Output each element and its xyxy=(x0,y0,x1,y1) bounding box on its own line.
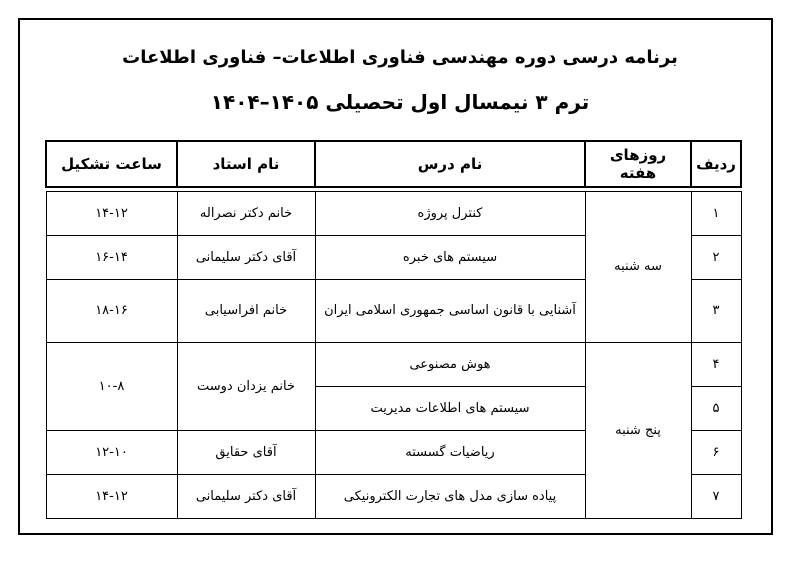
time-cell: ۱۶-۱۴ xyxy=(46,236,177,280)
table-row xyxy=(46,343,741,387)
time-cell: ۱۸-۱۶ xyxy=(46,280,177,343)
course-cell: سیستم های خبره xyxy=(315,236,585,280)
table-header-row xyxy=(46,141,741,187)
row-number: ۵ xyxy=(691,387,741,431)
time-cell: ۱۲-۱۰ xyxy=(46,431,177,475)
instructor-cell: آقای دکتر سلیمانی xyxy=(177,475,315,519)
header-instructor: نام استاد xyxy=(177,141,315,187)
document-title: برنامه درسی دوره مهندسی فناوری اطلاعات– فناوری اطلاعات xyxy=(122,47,678,68)
time-cell: ۱۴-۱۲ xyxy=(46,475,177,519)
header-days: روزهای هفته xyxy=(585,141,691,187)
schedule-table xyxy=(45,140,742,519)
instructor-cell: آقای حقایق xyxy=(177,431,315,475)
header-course: نام درس xyxy=(315,141,585,187)
instructor-cell: آقای دکتر سلیمانی xyxy=(177,236,315,280)
header-time: ساعت تشکیل xyxy=(46,141,177,187)
course-cell: پیاده سازی مدل های تجارت الکترونیکی xyxy=(315,475,585,519)
document-subtitle: ترم ۳ نیمسال اول تحصیلی ۱۴۰۵–۱۴۰۴ xyxy=(210,90,590,114)
time-cell: ۱۴-۱۲ xyxy=(46,192,177,236)
header-radif: ردیف xyxy=(691,141,741,187)
instructor-cell: خانم دکتر نصراله xyxy=(177,192,315,236)
table-row xyxy=(46,192,741,236)
row-number: ۳ xyxy=(691,280,741,343)
row-number: ۱ xyxy=(691,192,741,236)
course-cell: هوش مصنوعی xyxy=(315,343,585,387)
row-number: ۴ xyxy=(691,343,741,387)
instructor-cell: خانم یزدان دوست xyxy=(177,343,315,431)
instructor-cell: خانم افراسیابی xyxy=(177,280,315,343)
row-number: ۷ xyxy=(691,475,741,519)
day-cell: پنج شنبه xyxy=(585,343,691,519)
course-cell: سیستم های اطلاعات مدیریت xyxy=(315,387,585,431)
course-cell: کنترل پروژه xyxy=(315,192,585,236)
day-cell: سه شنبه xyxy=(585,192,691,343)
row-number: ۲ xyxy=(691,236,741,280)
course-cell: ریاضیات گسسته xyxy=(315,431,585,475)
row-number: ۶ xyxy=(691,431,741,475)
time-cell: ۱۰-۸ xyxy=(46,343,177,431)
course-cell: آشنایی با قانون اساسی جمهوری اسلامی ایران xyxy=(315,280,585,343)
